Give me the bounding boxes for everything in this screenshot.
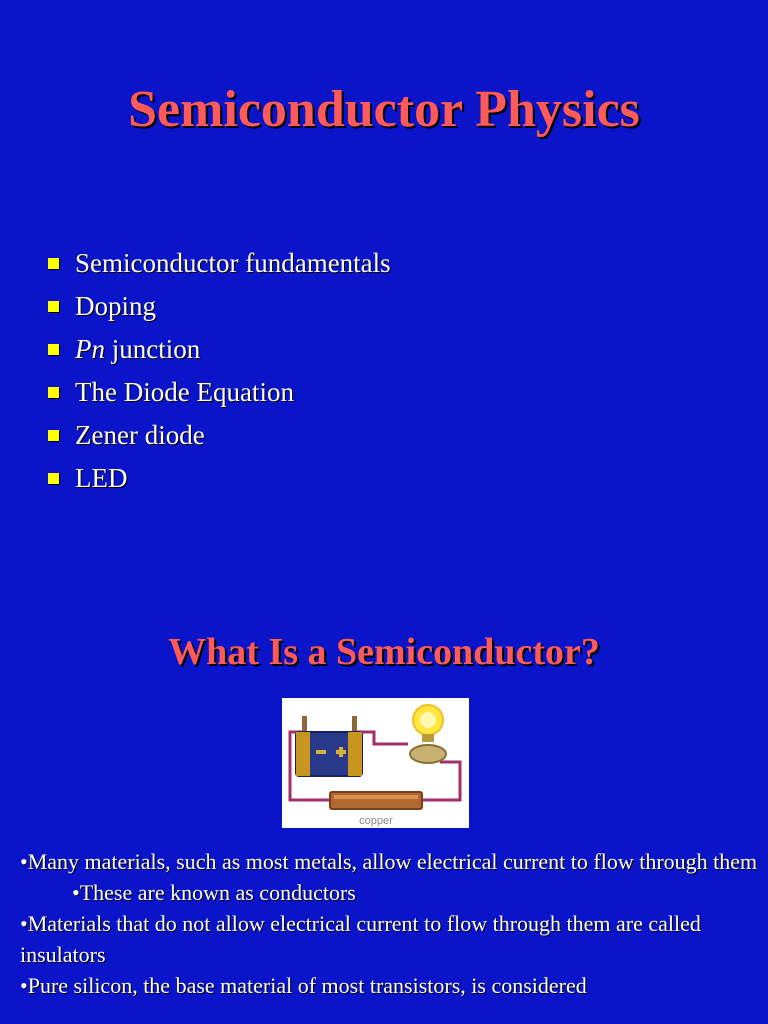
wire bbox=[422, 762, 460, 800]
list-item-label-italic: Pn bbox=[75, 334, 105, 364]
body-text bbox=[20, 846, 760, 1001]
list-item bbox=[48, 242, 391, 285]
list-item bbox=[48, 457, 391, 500]
light-bulb-icon bbox=[410, 705, 446, 763]
list-item-label: LED bbox=[75, 463, 128, 493]
copper-bar-icon bbox=[330, 792, 422, 809]
square-bullet-icon bbox=[48, 387, 59, 398]
list-item bbox=[48, 285, 391, 328]
paragraph: •These are known as conductors bbox=[72, 880, 356, 905]
list-item bbox=[48, 414, 391, 457]
circuit-illustration bbox=[282, 698, 469, 828]
square-bullet-icon bbox=[48, 258, 59, 269]
topic-list bbox=[48, 242, 391, 500]
square-bullet-icon bbox=[48, 473, 59, 484]
list-item-label: Zener diode bbox=[75, 420, 205, 450]
square-bullet-icon bbox=[48, 344, 59, 355]
circuit-diagram bbox=[282, 698, 469, 828]
copper-label: copper bbox=[359, 815, 393, 827]
list-item-label: Semiconductor fundamentals bbox=[75, 248, 391, 278]
paragraph: •Pure silicon, the base material of most transistors, is considered bbox=[20, 973, 587, 998]
paragraph: •Many materials, such as most metals, allow electrical current to flow through them bbox=[20, 849, 758, 874]
list-item-label: The Diode Equation bbox=[75, 377, 294, 407]
battery-icon bbox=[296, 732, 362, 776]
square-bullet-icon bbox=[48, 301, 59, 312]
list-item bbox=[48, 328, 391, 371]
list-item bbox=[48, 371, 391, 414]
paragraph: •Materials that do not allow electrical current to flow through them are called insulators bbox=[20, 911, 701, 967]
slide-title: Semiconductor Physics bbox=[128, 81, 640, 138]
list-item-label: junction bbox=[105, 334, 201, 364]
section-title: What Is a Semiconductor? bbox=[168, 631, 600, 673]
list-item-label: Doping bbox=[75, 291, 156, 321]
square-bullet-icon bbox=[48, 430, 59, 441]
